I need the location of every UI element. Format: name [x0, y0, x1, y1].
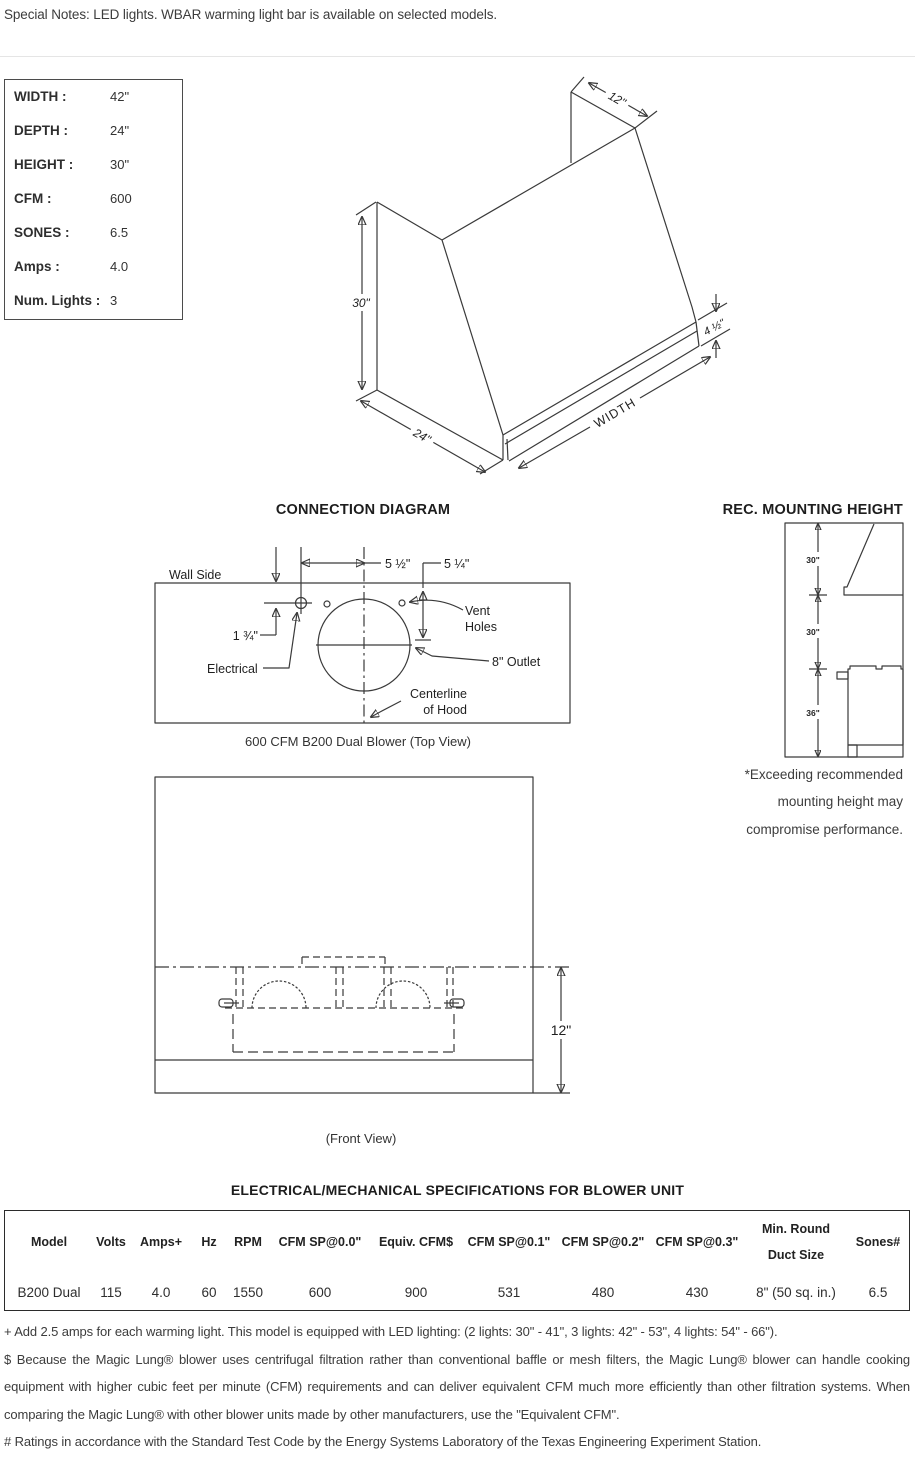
dim-label-12 [547, 1021, 575, 1039]
footnote-amps: + Add 2.5 amps for each warming light. This model is equipped with LED lighting: (2 lights: 30" - 41", 3 lights: 42" - 53", 4 lights: 54" - 66"). [4, 1324, 778, 1339]
table-cell: 600 [308, 1285, 332, 1300]
spec-row [14, 258, 129, 278]
footnotes [4, 1318, 910, 1456]
blower-spec-table [4, 1210, 910, 1311]
svg-text:12": 12" [605, 88, 629, 110]
table-cell: B200 Dual [17, 1285, 81, 1300]
column-header: Amps+ [139, 1235, 183, 1249]
blower-notch [302, 957, 385, 967]
spec-label: Amps : [14, 259, 60, 274]
footnote-equiv-cfm: $ Because the Magic Lung® blower uses centrifugal filtration rather than conventional baffle or mesh filters, the Magic Lung® blower can handle cooking equipment with higher cubic feet per minute (CFM) requirements and can deliver equivalent CFM much more efficiently than other filtration systems. When comparing the Magic Lung® with other blower units made by other manufacturers, use the "Equivalent CFM". [4, 1351, 910, 1422]
table-cell: 900 [404, 1285, 428, 1300]
spec-value: 42" [110, 89, 130, 104]
dim-label-12 [602, 86, 632, 112]
dim-label-30 [348, 294, 374, 311]
left-panel-slant-edge [442, 240, 503, 435]
mount-dim-top [802, 552, 824, 566]
svg-text:30": 30" [352, 296, 370, 310]
connection-diagram-title: CONNECTION DIAGRAM [275, 502, 451, 518]
mounting-height-drawing [780, 520, 915, 765]
svg-text:WIDTH: WIDTH [591, 395, 639, 431]
electrical-label: Electrical [207, 662, 258, 676]
hood-profile [844, 524, 903, 595]
svg-text:30": 30" [806, 627, 820, 637]
ext-line [356, 390, 377, 401]
column-header: CFM SP@0.0" [278, 1235, 362, 1249]
mounting-note-line: compromise performance. [746, 821, 903, 837]
centerline-label: of Hood [423, 703, 467, 717]
spec-label: WIDTH : [14, 89, 67, 104]
spec-value: 3 [110, 293, 118, 308]
column-header: Hz [201, 1235, 217, 1249]
svg-text:36": 36" [806, 708, 820, 718]
dim-label: 5 ½" [385, 557, 411, 571]
rail-bottom-edge [509, 346, 699, 461]
spec-value: 24" [110, 123, 130, 138]
table-cell: 531 [497, 1285, 521, 1300]
column-header: RPM [234, 1235, 262, 1249]
spec-value: 30" [110, 157, 130, 172]
vent-holes-label: Vent [465, 604, 491, 618]
range-foot [848, 745, 857, 757]
top-divider [0, 56, 915, 57]
hood-right-edge [635, 128, 696, 322]
table-cell: 60 [201, 1285, 217, 1300]
hood-front-outline [155, 777, 533, 1093]
mounting-height-title: REC. MOUNTING HEIGHT [722, 502, 903, 518]
width-dim-right [640, 357, 710, 398]
svg-text:4 ½": 4 ½" [701, 317, 728, 339]
table-cell: 480 [591, 1285, 615, 1300]
table-cell: 4.0 [151, 1285, 171, 1300]
mounting-note-line: mounting height may [777, 794, 903, 810]
front-view-drawing [150, 770, 580, 1100]
svg-text:30": 30" [806, 555, 820, 565]
dim-label-rail [702, 317, 728, 339]
dim-label: 5 ¼" [444, 557, 470, 571]
spec-value: 4.0 [110, 259, 129, 274]
spec-label: SONES : [14, 225, 70, 240]
table-cell: 430 [685, 1285, 709, 1300]
isometric-hood-drawing [330, 60, 750, 490]
ext-line [635, 111, 657, 128]
table-cell: 115 [100, 1285, 122, 1300]
vent-hole [324, 601, 330, 607]
rail-right-cap [696, 322, 699, 346]
column-header: CFM SP@0.1" [467, 1235, 551, 1249]
column-header: Equiv. CFM$ [378, 1235, 454, 1249]
mount-dim-mid [802, 624, 824, 638]
svg-text:24": 24" [410, 425, 434, 447]
dim-label-24 [407, 423, 437, 449]
spec-label: HEIGHT : [14, 157, 74, 172]
blower-table-title: ELECTRICAL/MECHANICAL SPECIFICATIONS FOR BLOWER UNIT [230, 1182, 685, 1198]
ext-line [698, 303, 727, 320]
dimension-spec-box [4, 79, 183, 320]
svg-text:12": 12" [550, 1022, 572, 1038]
ext-line [480, 460, 503, 474]
table-cell: 6.5 [868, 1285, 888, 1300]
column-header: CFM SP@0.2" [561, 1235, 645, 1249]
footnote-ratings: # Ratings in accordance with the Standard Test Code by the Energy Systems Laboratory of the Texas Engineering Experiment Station. [4, 1434, 762, 1449]
blower-lower-box [233, 1014, 454, 1052]
ext-line [571, 77, 584, 92]
left-panel-bottom-edge [377, 390, 503, 460]
table-cell: 8" (50 sq. in.) [756, 1285, 836, 1300]
mount-dim-bottom [802, 705, 824, 719]
column-header: Model [30, 1235, 68, 1249]
front-view-caption: (Front View) [325, 1131, 397, 1146]
connection-diagram-drawing [150, 540, 580, 755]
dim-label: 1 ¾" [232, 629, 258, 643]
spec-label: Num. Lights : [14, 293, 101, 308]
spec-row [14, 292, 118, 312]
wall-side-label: Wall Side [169, 568, 222, 582]
hood-top-outline [155, 583, 570, 723]
centerline-label: Centerline [410, 687, 467, 701]
column-header: CFM SP@0.3" [655, 1235, 739, 1249]
ext-line [356, 202, 376, 215]
spec-row [14, 122, 130, 142]
vent-holes-label: Holes [465, 620, 497, 634]
spec-value: 6.5 [110, 225, 129, 240]
blower-arc-left [252, 981, 306, 1008]
column-header: Min. Round Duct Size [761, 1222, 831, 1262]
spec-value: 600 [110, 191, 132, 206]
spec-row [14, 190, 132, 210]
vent-hole [399, 600, 405, 606]
spec-row [14, 156, 130, 176]
column-header: Sones# [855, 1235, 901, 1249]
spec-label: CFM : [14, 191, 52, 206]
range-silhouette [848, 666, 903, 745]
special-notes-text: Special Notes: LED lights. WBAR warming light bar is available on selected models. [4, 7, 498, 22]
outlet-label: 8" Outlet [492, 655, 541, 669]
mounting-note-line: *Exceeding recommended [744, 767, 903, 782]
column-header: Volts [96, 1235, 126, 1249]
mounting-note [663, 761, 903, 843]
table-cell: 1550 [232, 1285, 264, 1300]
outlet-leader [416, 648, 489, 661]
spec-label: DEPTH : [14, 123, 68, 138]
left-panel-top-edge [377, 202, 442, 240]
hood-ridge-edge [442, 128, 635, 240]
vent-leader [410, 600, 463, 610]
electrical-leader [263, 613, 297, 668]
width-label [592, 395, 639, 430]
range-handle [837, 672, 848, 679]
spec-row [14, 88, 130, 108]
connection-diagram-caption: 600 CFM B200 Dual Blower (Top View) [245, 734, 471, 749]
spec-row [14, 224, 129, 244]
centerline-leader [371, 701, 401, 717]
